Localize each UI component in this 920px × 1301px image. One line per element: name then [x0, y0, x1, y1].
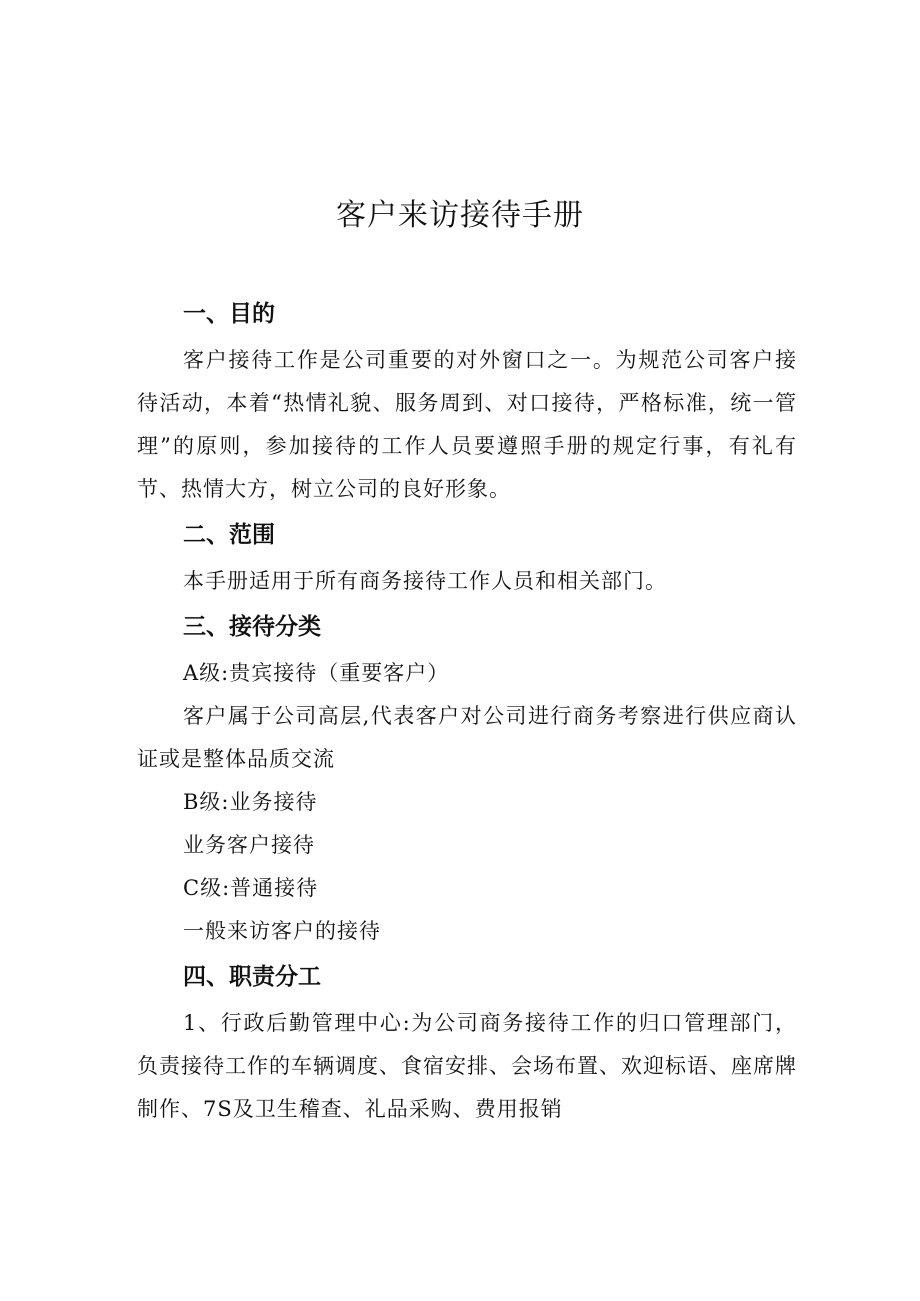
grade-a-description: 客户属于公司高层,代表客户对公司进行商务考察进行供应商认证或是整体品质交流	[137, 704, 797, 771]
duties-item-1: 1、行政后勤管理中心:为公司商务接待工作的归口管理部门，负责接待工作的车辆调度、食宿安排、会场布置、欢迎标语、座席牌制作、7S及卫生稽查、礼品采购、费用报销	[137, 1011, 797, 1121]
section-heading-purpose: 一、目的	[183, 301, 275, 327]
section-heading-duties: 四、职责分工	[183, 964, 321, 990]
grade-a-title: A级:贵宾接待（重要客户）	[183, 661, 450, 685]
section-heading-scope: 二、范围	[183, 522, 275, 548]
scope-paragraph: 本手册适用于所有商务接待工作人员和相关部门。	[183, 569, 667, 593]
section-scope	[137, 517, 797, 603]
grade-b-description: 业务客户接待	[183, 833, 315, 857]
section-heading-classification: 三、接待分类	[183, 614, 321, 640]
grade-c-description: 一般来访客户的接待	[183, 919, 381, 943]
grade-c-title: C级:普通接待	[183, 876, 319, 900]
document-title: 客户来访接待手册	[336, 198, 584, 233]
section-duties	[137, 959, 797, 1131]
grade-b-title: B级:业务接待	[183, 790, 318, 814]
section-purpose	[137, 296, 797, 511]
section-classification	[137, 609, 797, 953]
purpose-paragraph: 客户接待工作是公司重要的对外窗口之一。为规范公司客户接待活动，本着“热情礼貌、服务周到、对口接待，严格标准，统一管理”的原则，参加接待的工作人员要遵照手册的规定行事，有礼有节、热情大方，树立公司的良好形象。	[137, 348, 797, 501]
document-body	[137, 296, 797, 1131]
